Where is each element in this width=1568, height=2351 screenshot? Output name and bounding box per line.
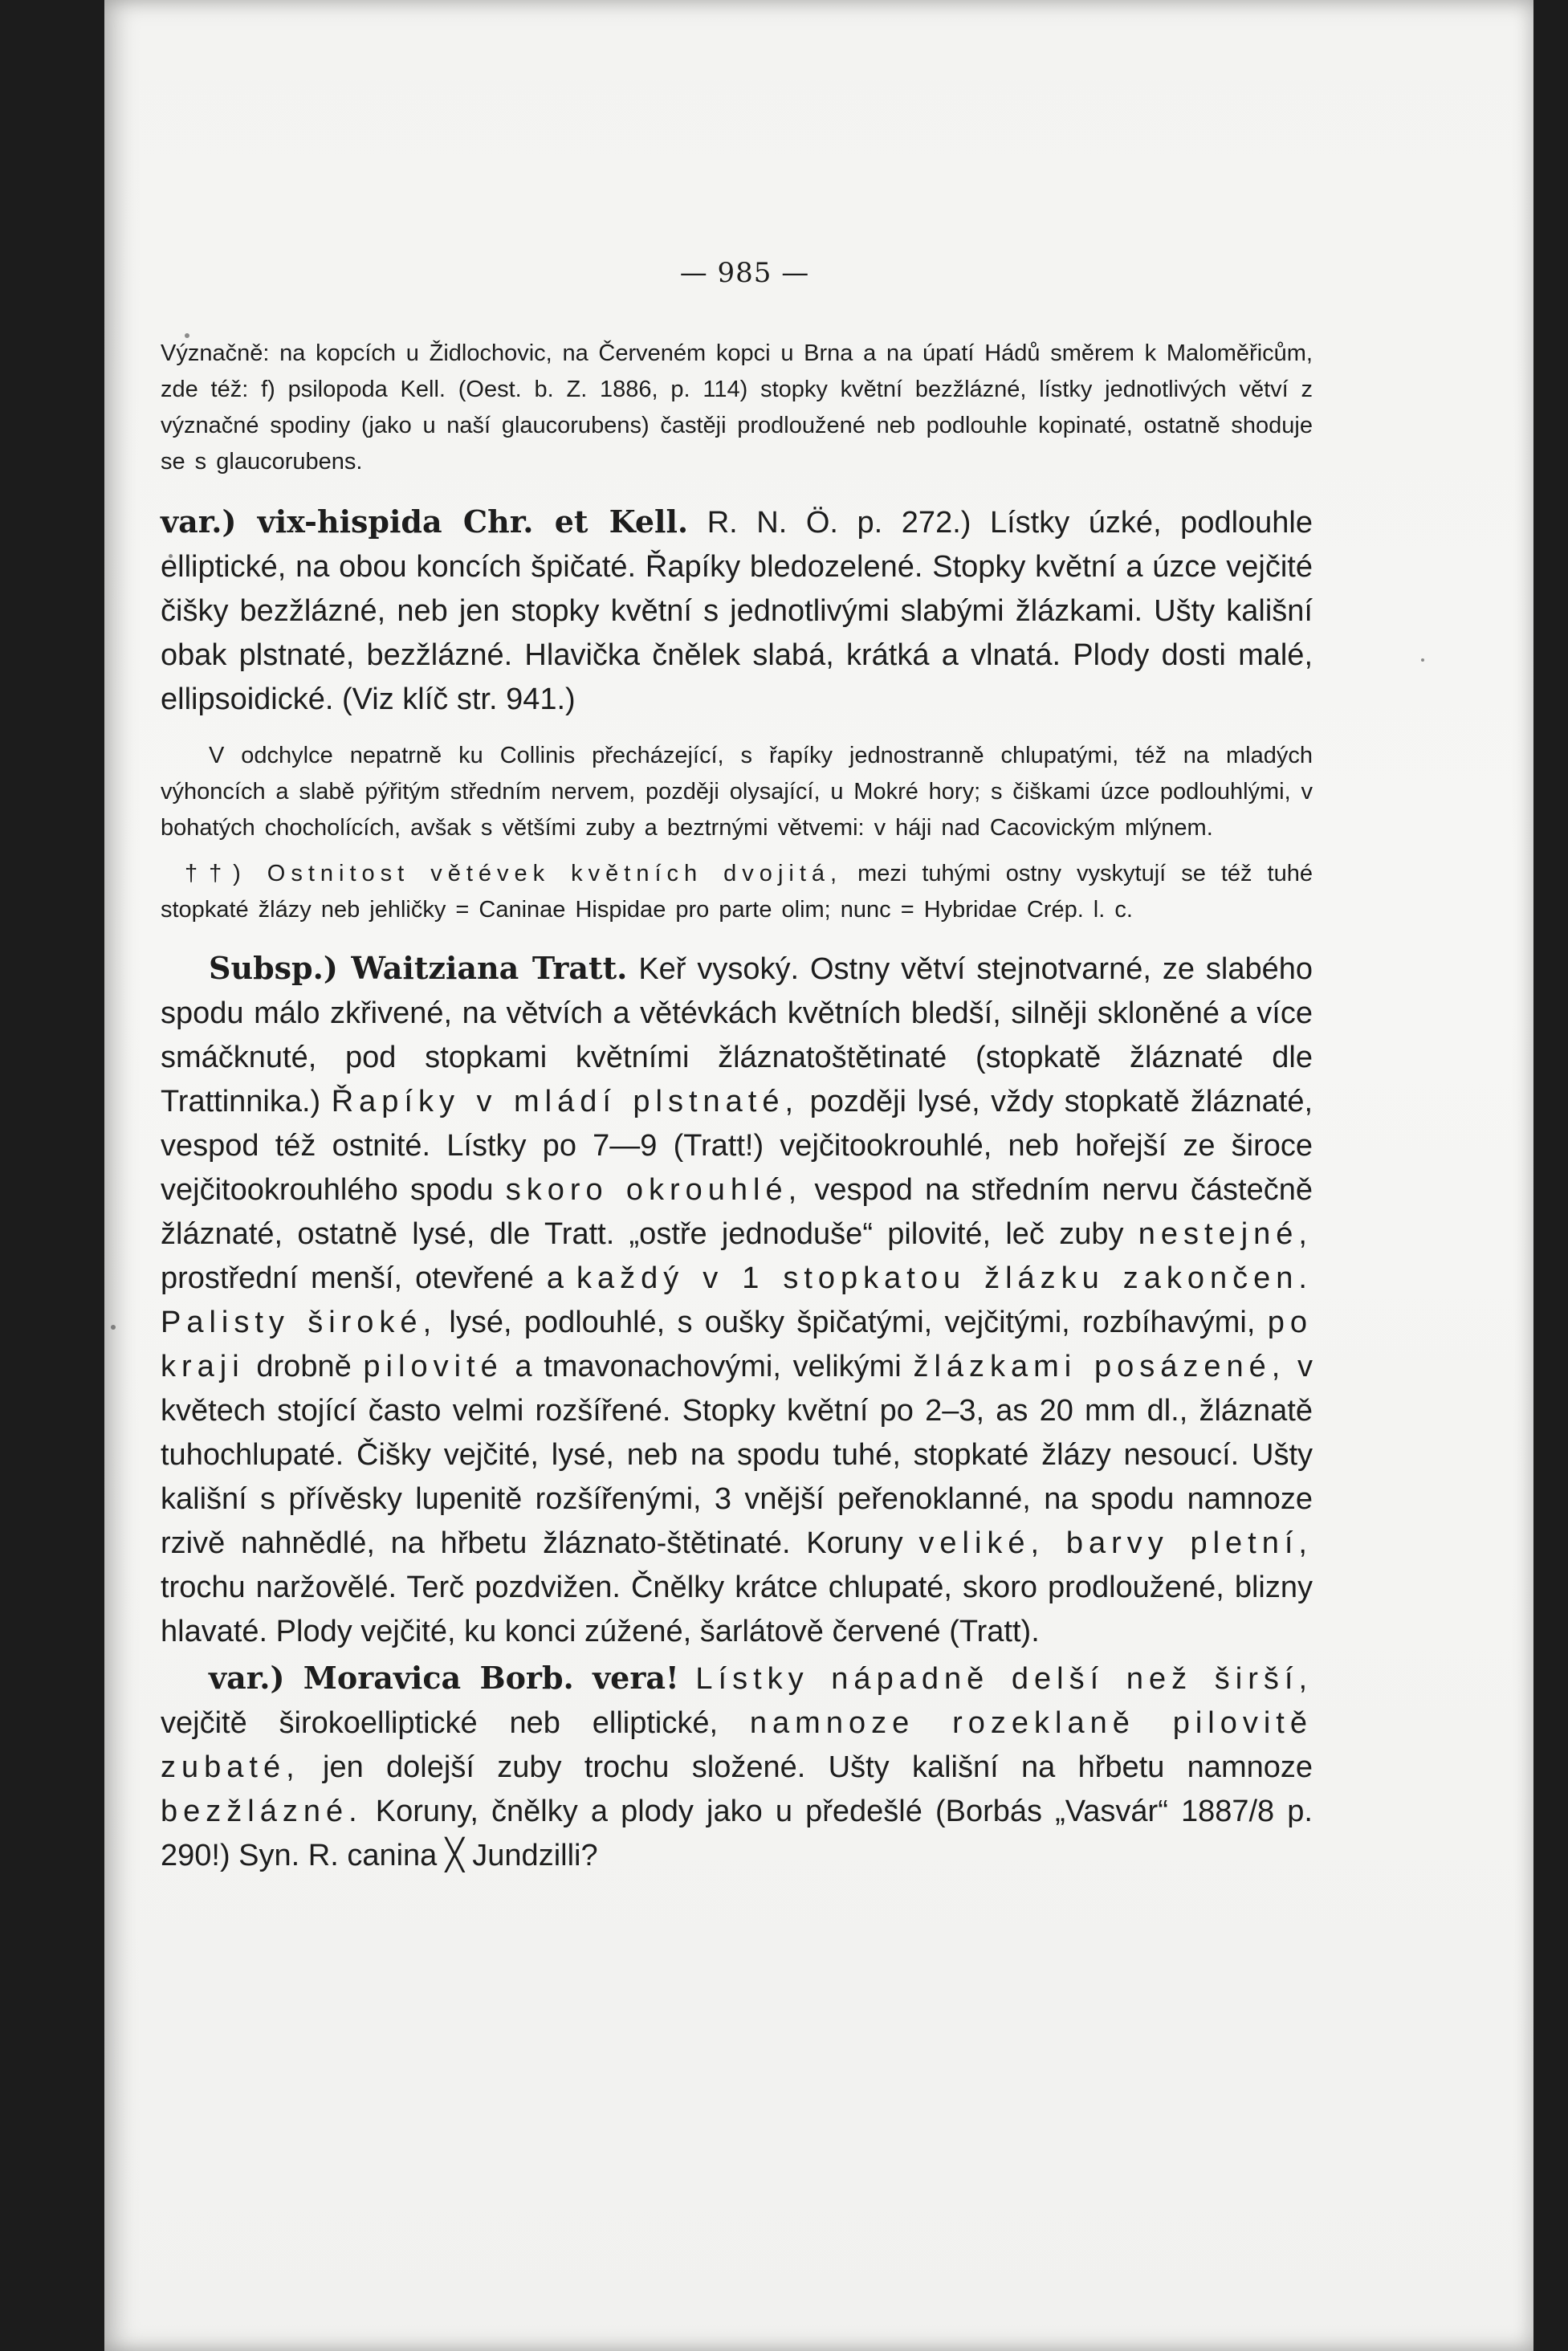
section-heading: ††) Ostnitost větévek květních dvojitá,	[185, 861, 843, 886]
page-number: — 985 —	[679, 257, 810, 289]
spaced-text-segment: Řapíky v mládí plstnaté,	[331, 1085, 800, 1118]
text-segment: později lysé, vždy stopkatě žláznaté, vespod též ostnité. Lístky po 7—9 (Tratt!) vejčitookrouhlé, neb hořejší ze široce vejčitookrouhlého spodu	[161, 1085, 1313, 1207]
paragraph-moravica	[161, 1656, 1313, 1878]
text-segment: jen dolejší zuby trochu složené. Ušty kališní na hřbetu namnoze	[323, 1750, 1313, 1784]
paragraph-text: R. N. Ö. p. 272.) Lístky úzké, podlouhle elliptické, na obou koncích špičaté. Řapíky bledozelené. Stopky květní a úzce vejčité čišky bezžlázné, neb jen stopky květní s jednotlivými slabými žlázkami. Ušty kališní obak plstnaté, bezžlázné. Hlavička čnělek slabá, krátká a vlnatá. Plody dosti malé, ellipsoidické. (Viz klíč str. 941.)	[161, 506, 1313, 716]
page-text	[161, 257, 1313, 1878]
text-segment: a tmavonachovými, velikými	[515, 1350, 902, 1383]
spaced-text-segment: skoro okrouhlé,	[505, 1173, 803, 1207]
taxon-heading: var.) Moravica Borb. vera!	[209, 1660, 679, 1696]
paragraph-double-prickles	[161, 856, 1313, 928]
scan-speck	[1421, 658, 1424, 662]
spaced-text-segment: pilovité	[363, 1350, 503, 1383]
paragraph-text: mezi tuhými ostny vyskytují se též tuhé stopkaté žlázy neb jehličky = Caninae Hispidae pro parte olim; nunc = Hybridae Crép. l. c.	[161, 861, 1313, 923]
paragraph-variant-note: V odchylce nepatrně ku Collinis přecházející, s řapíky jednostranně chlupatými, též na mladých výhoncích a slabě pýřitým středním nervem, později olysající, u Mokré hory; s čiškami úzce podlouhlými, v bohatých chocholících, avšak s většími zuby a beztrnými větvemi: v háji nad Cacovickým mlýnem.	[161, 743, 1313, 841]
text-segment: vespod na středním nervu částečně žláznaté, ostatně lysé, dle Tratt. „ostře jednoduše“ pilovité, leč zuby	[161, 1173, 1313, 1251]
text-segment: Keř vysoký. Ostny větví stejnotvarné, ze slabého spodu málo zkřivené, na větvích a větévkách květních bledší, silněji skloněné a více smáčknuté, pod stopkami květními žláznatoštětinaté (stopkatě žláznaté dle Trattinnika.)	[161, 952, 1313, 1118]
text-segment: drobně	[256, 1350, 352, 1383]
spaced-text-segment: nestejné,	[1138, 1217, 1313, 1251]
text-segment: lysé, podlouhlé, s oušky špičatými, vejčitými, rozbíhavými,	[449, 1306, 1256, 1339]
spaced-text-segment: po kraji	[161, 1306, 1313, 1383]
text-segment: vejčitě širokoelliptické neb elliptické,	[161, 1706, 719, 1740]
spaced-text-segment: bezžlázné.	[161, 1795, 363, 1828]
text-segment: trochu naržovělé. Terč pozdvižen. Čnělky krátce chlupaté, skoro prodloužené, blizny hlavaté. Plody vejčité, ku konci zúžené, šarlátově červené (Tratt).	[161, 1571, 1313, 1648]
scan-speck	[111, 1325, 116, 1330]
spaced-text-segment: Lístky nápadně delší než širší,	[695, 1662, 1313, 1696]
text-segment: prostřední menší, otevřené a	[161, 1261, 564, 1295]
paragraph-waitziana	[161, 946, 1313, 1654]
spaced-text-segment: veliké, barvy pletní,	[918, 1526, 1313, 1560]
text-segment: v květech stojící často velmi rozšířené. Stopky květní po 2–3, as 20 mm dl., žláznatě tuhochlupaté. Čišky vejčité, lysé, neb na spodu tuhé, stopkaté žlázy nesoucí. Ušty kališní s přívěsky lupenitě rozšířenými, 3 vnější peřenoklanné, na spodu namnoze rzivě nahnědlé, na hřbetu žláznato-štětinaté. Koruny	[161, 1350, 1313, 1560]
spaced-text-segment: žlázkami posázené,	[913, 1350, 1286, 1383]
taxon-heading: var.) vix-hispida Chr. et Kell.	[161, 503, 689, 540]
paragraph-vix-hispida	[161, 499, 1313, 722]
text-segment: Koruny, čnělky a plody jako u předešlé (Borbás „Vasvár“ 1887/8 p. 290!) Syn. R. canina ╳ Jundzilli?	[161, 1795, 1313, 1872]
spaced-text-segment: každý v 1 stopkatou žlázku zakončen. Palisty široké,	[161, 1261, 1313, 1339]
paragraph-localities: Význačně: na kopcích u Židlochovic, na Červeném kopci u Brna a na úpatí Hádů směrem k Maloměřicům, zde též: f) psilopoda Kell. (Oest. b. Z. 1886, p. 114) stopky květní bezžlázné, lístky jednotlivých větví z význačné spodiny (jako u naší glaucorubens) častěji prodloužené neb podlouhle kopinaté, ostatně shoduje se s glaucorubens.	[161, 340, 1313, 475]
spaced-text-segment: namnoze rozeklaně pilovitě zubaté,	[161, 1706, 1313, 1784]
taxon-heading: Subsp.) Waitziana Tratt.	[209, 950, 628, 986]
